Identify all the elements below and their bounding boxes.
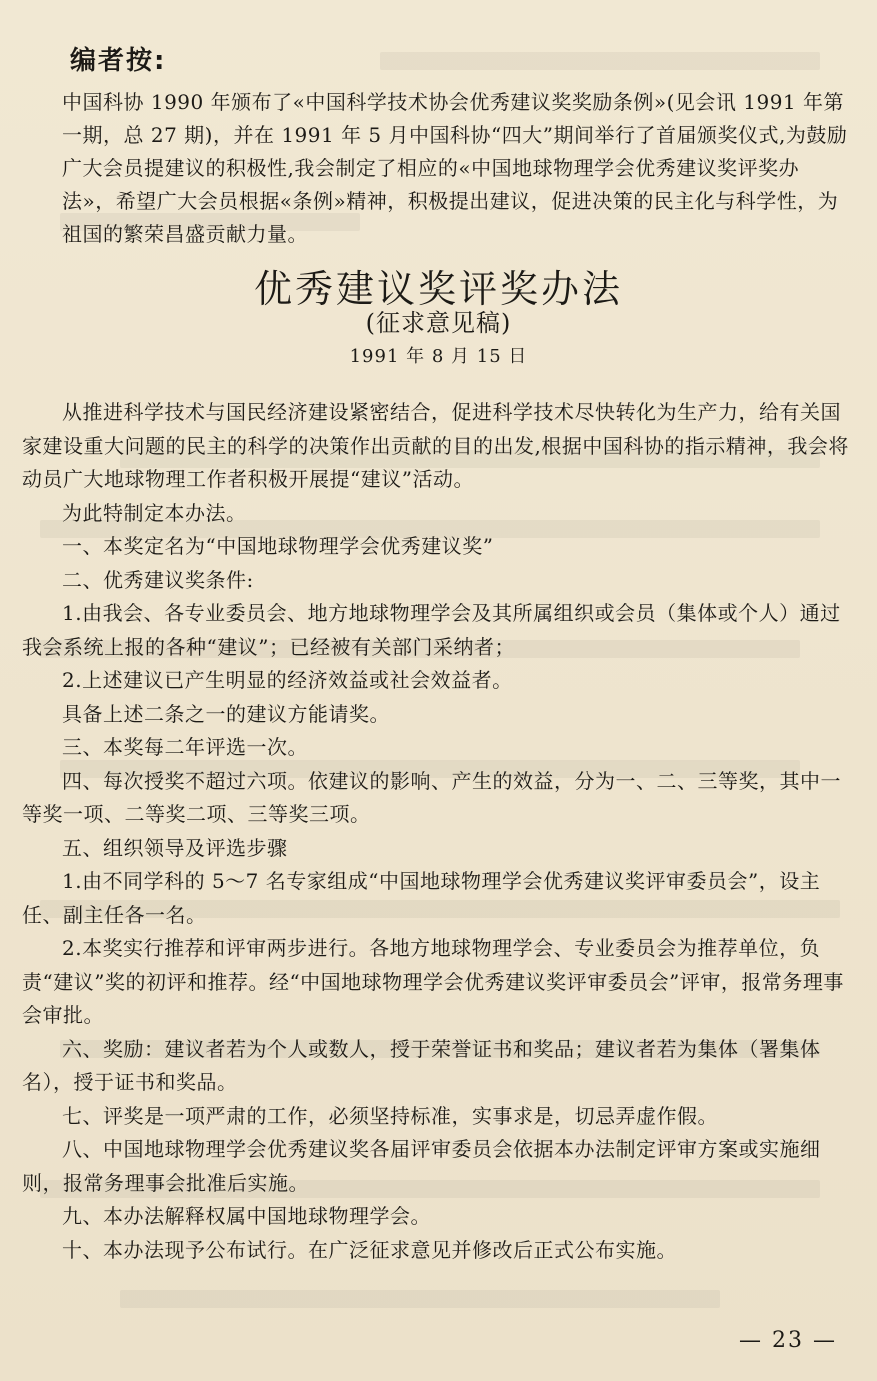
paragraph: 为此特制定本办法。 [62, 500, 247, 525]
policy-title: 优秀建议奖评奖办法 [253, 267, 623, 311]
editor-note-text: 中国科协 1990 年颁布了«中国科学技术协会优秀建议奖奖励条例»(见会讯 1991 年第一期，总 27 期)，并在 1991 年 5 月中国科协“四大”期间举行了首届颁奖仪式,为鼓励广大会员提建议的积极性,我会制定了相应的«中国地球物理学会优秀建议奖评奖办法»，希望广大会员根据«条例»精神，积极提出建议，促进决策的民主化与科学性，为祖国的繁荣昌盛贡献力量。 [62, 90, 848, 246]
paragraph: 十、本办法现予公布试行。在广泛征求意见并修改后正式公布实施。 [62, 1237, 677, 1262]
paragraph: 五、组织领导及评选步骤 [62, 835, 288, 860]
paragraph: 2.本奖实行推荐和评审两步进行。各地方地球物理学会、专业委员会为推荐单位，负责“建议”奖的初评和推荐。经“中国地球物理学会优秀建议奖评审委员会”评审，报常务理事会审批。 [22, 936, 844, 1027]
editor-note-heading: 编者按: [70, 46, 167, 76]
paragraph: 九、本办法解释权属中国地球物理学会。 [62, 1204, 431, 1228]
page-number: — 23 — [739, 1328, 837, 1353]
paragraph: 三、本奖每二年评选一次。 [62, 735, 308, 759]
paragraph: 四、每次授奖不超过六项。依建议的影响、产生的效益，分为一、二、三等奖，其中一等奖一项、二等奖二项、三等奖三项。 [22, 768, 841, 826]
paragraph: 二、优秀建议奖条件: [62, 567, 254, 592]
paragraph: 从推进科学技术与国民经济建设紧密结合，促进科学技术尽快转化为生产力，给有关国家建设重大问题的民主的科学的决策作出贡献的目的出发,根据中国科协的指示精神，我会将动员广大地球物理工作者积极开展提“建议”活动。 [22, 400, 849, 491]
paragraph: 八、中国地球物理学会优秀建议奖各届评审委员会依据本办法制定评审方案或实施细则，报常务理事会批准后实施。 [22, 1137, 821, 1195]
paragraph: 1.由我会、各专业委员会、地方地球物理学会及其所属组织或会员（集体或个人）通过我会系统上报的各种“建议”；已经被有关部门采纳者； [22, 601, 841, 659]
paragraph: 1.由不同学科的 5～7 名专家组成“中国地球物理学会优秀建议奖评审委员会”，设主任、副主任各一名。 [22, 869, 821, 927]
paragraph: 一、本奖定名为“中国地球物理学会优秀建议奖” [62, 534, 494, 558]
policy-subtitle: (征求意见稿) [365, 309, 512, 337]
paragraph: 2.上述建议已产生明显的经济效益或社会效益者。 [62, 668, 513, 692]
paragraph: 七、评奖是一项严肃的工作，必须坚持标准，实事求是，切忌弄虚作假。 [62, 1103, 718, 1128]
paragraph: 六、奖励：建议者若为个人或数人，授于荣誉证书和奖品；建议者若为集体（署集体名），授于证书和奖品。 [22, 1036, 821, 1094]
policy-body [22, 396, 857, 1267]
paragraph: 具备上述二条之一的建议方能请奖。 [62, 701, 390, 726]
policy-date: 1991 年 8 月 15 日 [349, 346, 528, 367]
